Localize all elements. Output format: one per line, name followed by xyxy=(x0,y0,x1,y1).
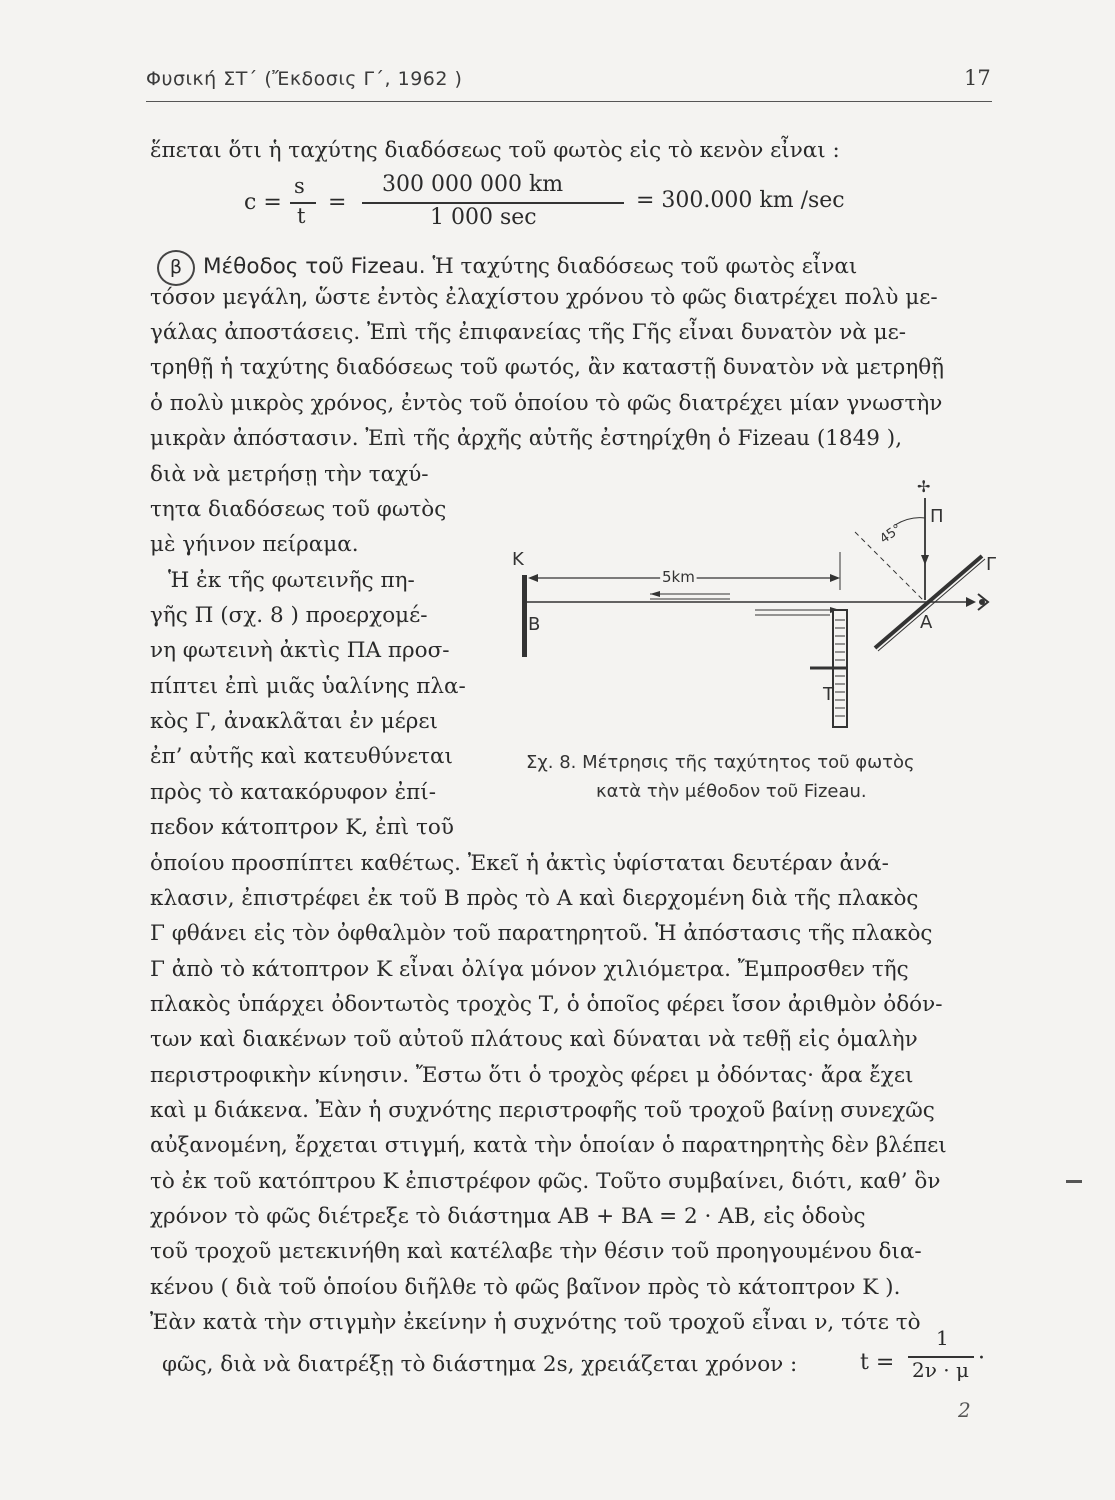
narrow-line: νη φωτεινὴ ἀκτὶς ΠΑ προσ- xyxy=(150,638,450,663)
eq-s: s xyxy=(294,174,305,198)
eq-equals: = xyxy=(328,190,347,215)
section-badge: β xyxy=(157,250,195,286)
time-t-eq: t = xyxy=(860,1350,895,1375)
body-line: κένου ( διὰ τοῦ ὁποίου διῆλθε τὸ φῶς βαῖνον πρὸς τὸ κάτοπτρον Κ ). xyxy=(150,1275,901,1300)
section-title: Μέθοδος τοῦ Fizeau. xyxy=(203,254,426,279)
beam-pa-arrow xyxy=(921,555,929,565)
narrow-line: πίπτει ἐπὶ μιᾶς ὑαλίνης πλα- xyxy=(150,674,466,699)
body-line: κλασιν, ἐπιστρέφει ἐκ τοῦ Β πρὸς τὸ Α καὶ διερχομένη διὰ τῆς πλακὸς xyxy=(150,886,919,911)
label-gamma: Γ xyxy=(986,554,997,575)
label-b: B xyxy=(528,614,541,635)
narrow-line: διὰ νὰ μετρήσῃ τὴν ταχύ- xyxy=(150,462,429,487)
figure-caption-line1: Σχ. 8. Μέτρησις τῆς ταχύτητος τοῦ φωτὸς xyxy=(526,752,915,773)
eq-lhs: c = xyxy=(244,190,282,215)
figure-caption-line2: κατὰ τὴν μέθοδον τοῦ Fizeau. xyxy=(596,781,867,802)
narrow-line: πρὸς τὸ κατακόρυφον ἐπί- xyxy=(150,780,436,805)
angle-label: 45° xyxy=(877,521,905,548)
fizeau-figure xyxy=(500,470,1000,740)
body-line: αὐξανομένη, ἔρχεται στιγμή, κατὰ τὴν ὁποίαν ὁ παρατηρητὴς δὲν βλέπει xyxy=(150,1133,947,1158)
narrow-line: Ἡ ἐκ τῆς φωτεινῆς πη- xyxy=(168,568,415,593)
narrow-line: μὲ γήινον πείραμα. xyxy=(150,532,359,557)
time-denominator: 2ν · μ xyxy=(912,1358,969,1382)
eq-result: = 300.000 km /sec xyxy=(636,188,845,213)
label-t: T xyxy=(823,684,834,705)
mirror-k xyxy=(522,575,527,657)
body-line: πλακὸς ὑπάρχει ὀδοντωτὸς τροχὸς Τ, ὁ ὁποῖος φέρει ἴσον ἀριθμὸν ὀδόν- xyxy=(150,992,943,1017)
section-first-line-rest: Ἡ ταχύτης διαδόσεως τοῦ φωτὸς εἶναι xyxy=(432,254,858,279)
para-line: ὁ πολὺ μικρὸς χρόνος, ἐντὸς τοῦ ὁποίου τὸ φῶς διατρέχει μίαν γνωστὴν xyxy=(150,391,943,416)
section-first-line xyxy=(203,252,990,282)
narrow-line: πεδον κάτοπτρον Κ, ἐπὶ τοῦ xyxy=(150,815,454,840)
source-star: ✢ xyxy=(917,477,931,496)
running-header: Φυσική ΣΤ΄ (Ἔκδοσις Γ΄, 1962 ) xyxy=(146,68,463,90)
body-line: Γ ἀπὸ τὸ κάτοπτρον Κ εἶναι ὀλίγα μόνον χιλιόμετρα. Ἔμπροσθεν τῆς xyxy=(150,957,909,982)
distance-arrow-left xyxy=(528,574,538,582)
page-number: 17 xyxy=(964,66,991,90)
body-line: τὸ ἐκ τοῦ κατόπτρου Κ ἐπιστρέφον φῶς. Τοῦτο συμβαίνει, διότι, καθ’ ὃν xyxy=(150,1169,941,1194)
label-pi: Π xyxy=(930,506,944,527)
para-line: γάλας ἀποστάσεις. Ἐπὶ τῆς ἐπιφανείας τῆς Γῆς εἶναι δυνατὸν νὰ με- xyxy=(150,320,907,345)
header-rule xyxy=(146,101,992,102)
margin-mark xyxy=(1066,1180,1082,1183)
angle-arc xyxy=(895,518,925,525)
distance-arrow-right xyxy=(830,574,840,582)
eq-t: t xyxy=(297,204,306,228)
footnote-number: 2 xyxy=(958,1398,971,1422)
eye-arrow xyxy=(966,597,976,607)
body-line: χρόνον τὸ φῶς διέτρεξε τὸ διάστημα ΑΒ + ΒΑ = 2 · ΑΒ, εἰς ὁδοὺς xyxy=(150,1204,866,1229)
distance-label: 5km xyxy=(662,568,695,586)
beam-arrowhead-1 xyxy=(650,591,660,597)
body-line: τοῦ τροχοῦ μετεκινήθη καὶ κατέλαβε τὴν θέσιν τοῦ προηγουμένου δια- xyxy=(150,1239,922,1264)
eq-numerator: 300 000 000 km xyxy=(382,172,564,197)
label-k: K xyxy=(512,549,524,570)
body-line: καὶ μ διάκενα. Ἐὰν ἡ συχνότης περιστροφῆς τοῦ τροχοῦ βαίνῃ συνεχῶς xyxy=(150,1098,935,1123)
intro-line: ἕπεται ὅτι ἡ ταχύτης διαδόσεως τοῦ φωτὸς εἰς τὸ κενὸν εἶναι : xyxy=(150,138,840,163)
narrow-line: κὸς Γ, ἀνακλᾶται ἐν μέρει xyxy=(150,709,438,734)
para-line: τόσον μεγάλη, ὥστε ἐντὸς ἐλαχίστου χρόνου τὸ φῶς διατρέχει πολὺ με- xyxy=(150,285,938,310)
eq-denominator: 1 000 sec xyxy=(430,205,537,230)
body-line: Γ φθάνει εἰς τὸν ὀφθαλμὸν τοῦ παρατηρητοῦ. Ἡ ἀπόστασις τῆς πλακὸς xyxy=(150,921,933,946)
body-line: των καὶ διακένων τοῦ αὐτοῦ πλάτους καὶ δύναται νὰ τεθῇ εἰς ὁμαλὴν xyxy=(150,1027,918,1052)
para-line: τρηθῇ ἡ ταχύτης διαδόσεως τοῦ φωτός, ἂν καταστῇ δυνατὸν νὰ μετρηθῇ xyxy=(150,355,945,380)
narrow-line: γῆς Π (σχ. 8 ) προερχομέ- xyxy=(150,603,428,628)
time-end-dot: · xyxy=(978,1346,985,1371)
body-line: περιστροφικὴν κίνησιν. Ἔστω ὅτι ὁ τροχὸς φέρει μ ὀδόντας· ἄρα ἔχει xyxy=(150,1063,914,1088)
time-numerator: 1 xyxy=(936,1326,949,1350)
narrow-line: ἐπ’ αὐτῆς καὶ κατευθύνεται xyxy=(150,744,453,769)
narrow-line: τητα διαδόσεως τοῦ φωτὸς xyxy=(150,497,447,522)
body-line: Ἐὰν κατὰ τὴν στιγμὴν ἐκείνην ἡ συχνότης τοῦ τροχοῦ εἶναι ν, τότε τὸ xyxy=(150,1310,921,1335)
para-line: μικρὰν ἀπόστασιν. Ἐπὶ τῆς ἀρχῆς αὐτῆς ἐστηρίχθη ὁ Fizeau (1849 ), xyxy=(150,426,903,451)
label-a: A xyxy=(920,612,933,633)
final-line: φῶς, διὰ νὰ διατρέξῃ τὸ διάστημα 2s, χρειάζεται χρόνον : xyxy=(162,1352,798,1377)
body-line: ὁποίου προσπίπτει καθέτως. Ἐκεῖ ἡ ἀκτὶς ὑφίσταται δευτέραν ἀνά- xyxy=(150,851,889,876)
eq-main-bar xyxy=(362,202,624,204)
